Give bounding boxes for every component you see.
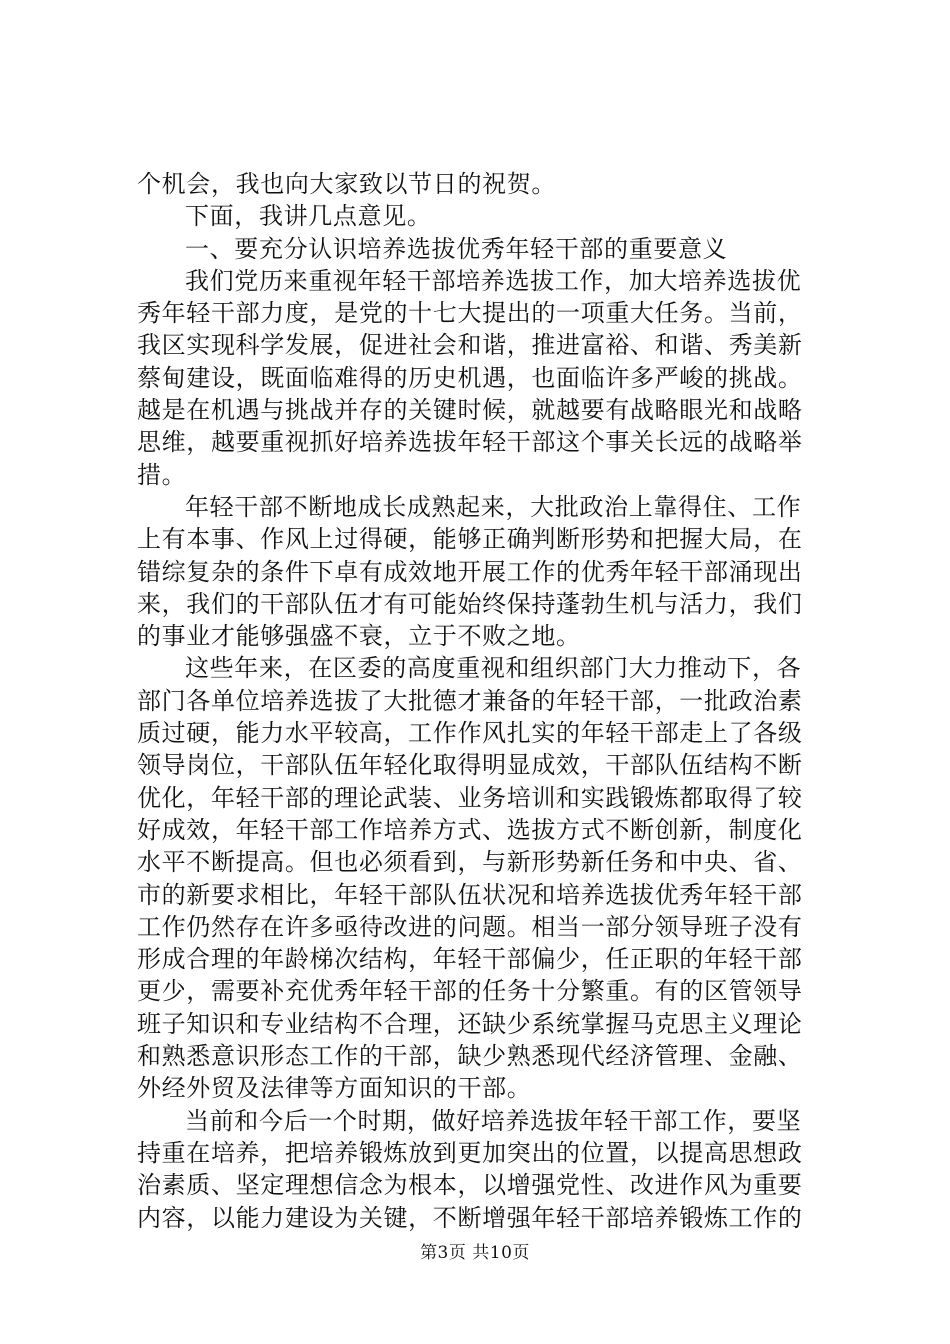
text-line: 领导岗位，干部队伍年轻化取得明显成效，干部队伍结构不断 <box>137 751 803 780</box>
text-line: 优化，年轻干部的理论武装、业务培训和实践锻炼都取得了较 <box>137 783 803 812</box>
text-line: 错综复杂的条件下卓有成效地开展工作的优秀年轻干部涌现出 <box>137 557 803 586</box>
text-line: 越是在机遇与挑战并存的关键时候，就越要有战略眼光和战略 <box>137 396 803 425</box>
text-line: 形成合理的年龄梯次结构，年轻干部偏少，任正职的年轻干部 <box>137 945 803 974</box>
text-line: 个机会，我也向大家致以节日的祝贺。 <box>137 170 557 198</box>
text-line: 质过硬，能力水平较高，工作作风扎实的年轻干部走上了各级 <box>137 719 803 748</box>
text-line: 的事业才能够强盛不衰，立于不败之地。 <box>137 622 581 651</box>
text-line: 班子知识和专业结构不合理，还缺少系统掌握马克思主义理论 <box>137 1009 803 1038</box>
text-line: 下面，我讲几点意见。 <box>185 202 432 231</box>
text-line: 这些年来，在区委的高度重视和组织部门大力推动下，各 <box>185 654 802 683</box>
text-line: 更少，需要补充优秀年轻干部的任务十分繁重。有的区管领导 <box>137 977 803 1006</box>
text-line: 思维，越要重视抓好培养选拔年轻干部这个事关长远的战略举 <box>137 428 803 457</box>
text-line: 我区实现科学发展，促进社会和谐，推进富裕、和谐、秀美新 <box>137 331 803 360</box>
text-line: 部门各单位培养选拔了大批德才兼备的年轻干部，一批政治素 <box>137 686 803 715</box>
text-line: 当前和今后一个时期，做好培养选拔年轻干部工作，要坚 <box>185 1106 802 1135</box>
text-line: 治素质、坚定理想信念为根本，以增强党性、改进作风为重要 <box>137 1171 803 1200</box>
text-line: 措。 <box>137 460 187 489</box>
document-body <box>137 168 827 1234</box>
text-line: 水平不断提高。但也必须看到，与新形势新任务和中央、省、 <box>137 848 803 877</box>
text-line: 蔡甸建设，既面临难得的历史机遇，也面临许多严峻的挑战。 <box>137 363 803 392</box>
text-line: 上有本事、作风上过得硬，能够正确判断形势和把握大局，在 <box>137 525 803 554</box>
text-line: 来，我们的干部队伍才有可能始终保持蓬勃生机与活力，我们 <box>137 589 803 618</box>
text-line: 年轻干部不断地成长成熟起来，大批政治上靠得住、工作 <box>185 492 802 521</box>
text-line: 我们党历来重视年轻干部培养选拔工作，加大培养选拔优 <box>185 266 802 295</box>
text-line: 工作仍然存在许多亟待改进的问题。相当一部分领导班子没有 <box>137 912 803 941</box>
text-line: 持重在培养，把培养锻炼放到更加突出的位置，以提高思想政 <box>137 1138 803 1167</box>
text-line: 好成效，年轻干部工作培养方式、选拔方式不断创新，制度化 <box>137 815 803 844</box>
text-line: 市的新要求相比，年轻干部队伍状况和培养选拔优秀年轻干部 <box>137 880 803 909</box>
text-line: 一、要充分认识培养选拔优秀年轻干部的重要意义 <box>185 234 728 263</box>
text-line: 秀年轻干部力度，是党的十七大提出的一项重大任务。当前， <box>137 299 803 328</box>
text-line: 内容，以能力建设为关键，不断增强年轻干部培养锻炼工作的 <box>137 1203 803 1232</box>
text-line: 和熟悉意识形态工作的干部，缺少熟悉现代经济管理、金融、 <box>137 1042 803 1071</box>
text-line: 外经外贸及法律等方面知识的干部。 <box>137 1074 532 1103</box>
page-number-footer: 第3页 共10页 <box>420 1243 530 1263</box>
